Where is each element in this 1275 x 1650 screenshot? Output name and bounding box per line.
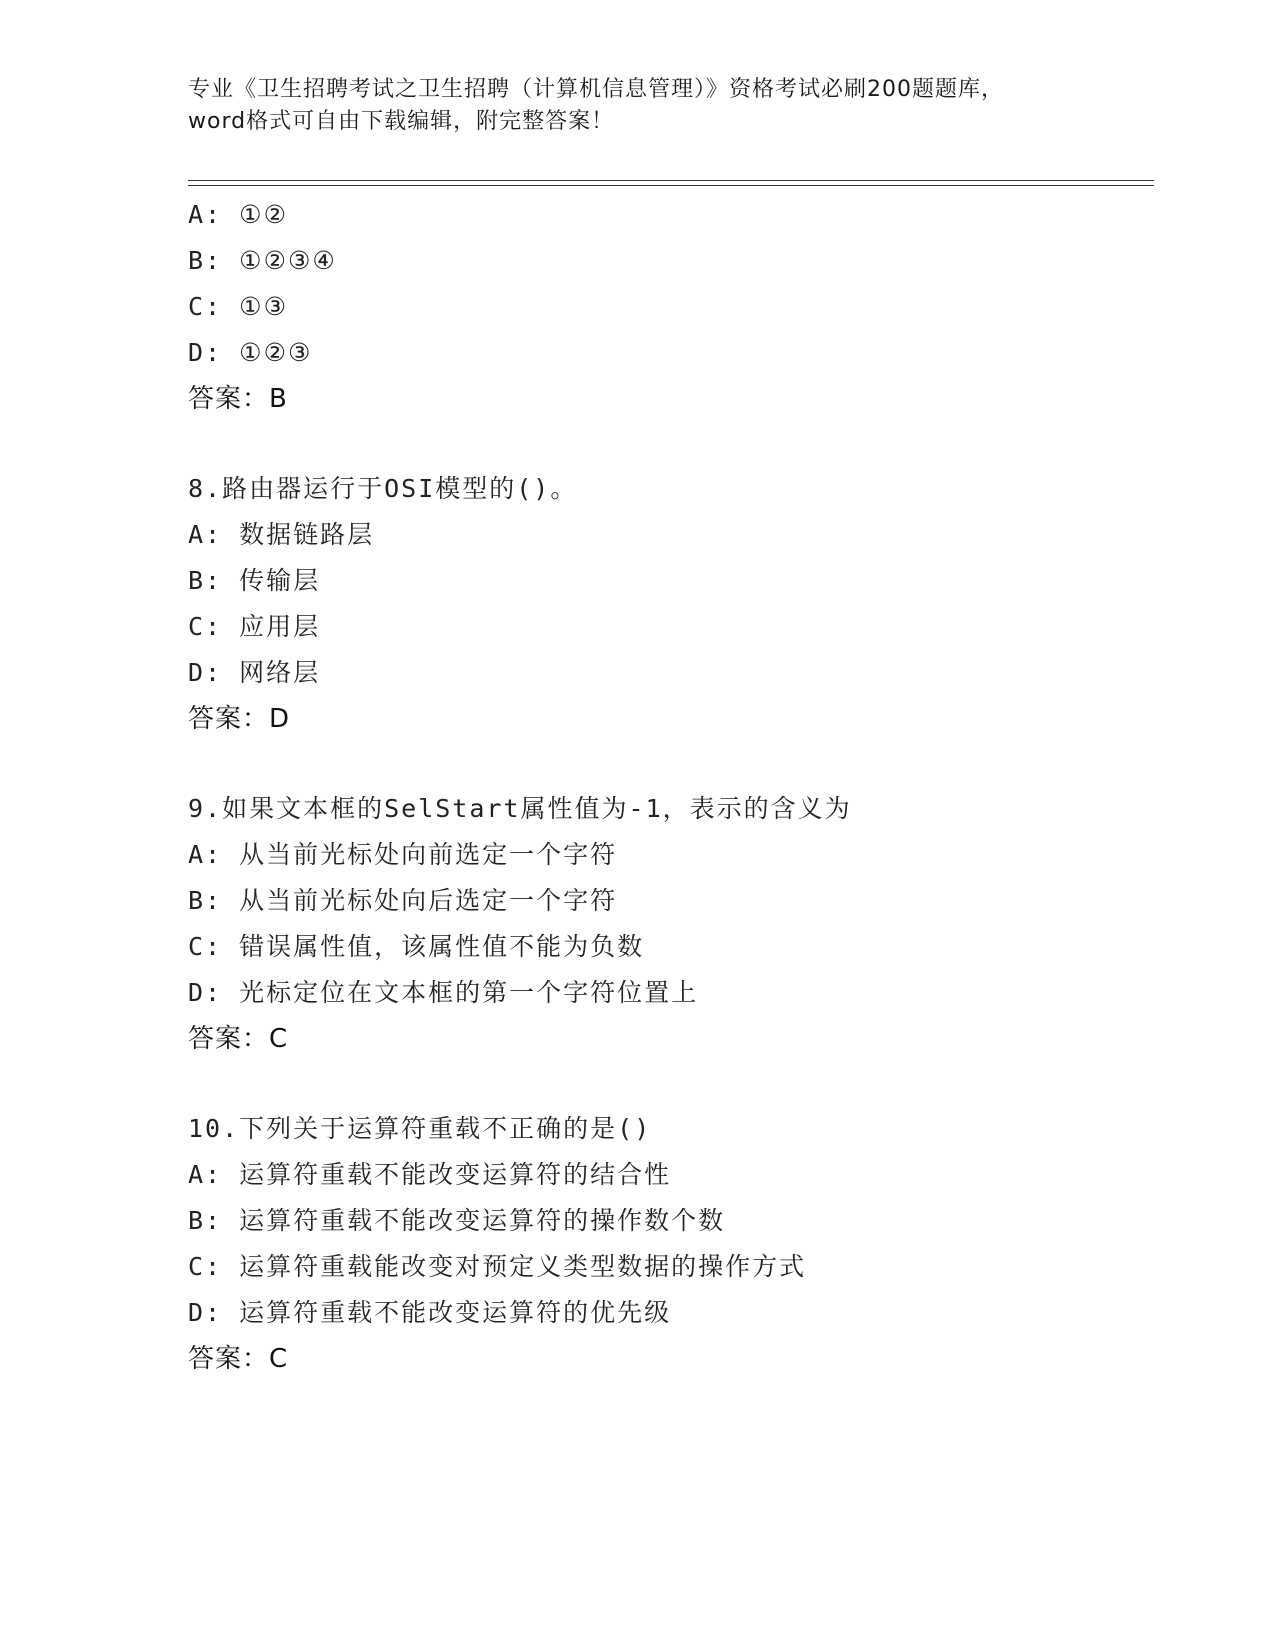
- option-text: ①②③④: [239, 246, 337, 275]
- option-b: [188, 558, 1148, 604]
- option-text: 错误属性值，该属性值不能为负数: [239, 932, 645, 961]
- option-label: C:: [188, 612, 223, 641]
- option-label: C:: [188, 1252, 223, 1281]
- option-text: 运算符重载能改变对预定义类型数据的操作方式: [239, 1252, 807, 1281]
- question-block-9: [188, 786, 1148, 1062]
- option-d: [188, 650, 1148, 696]
- option-label: B:: [188, 886, 223, 915]
- option-d: [188, 970, 1148, 1016]
- header-line-2: word格式可自由下载编辑，附完整答案！: [188, 109, 615, 134]
- option-label: A:: [188, 520, 223, 549]
- option-text: 传输层: [239, 566, 321, 595]
- option-a: [188, 512, 1148, 558]
- answer-line: 答案：C: [188, 1024, 289, 1054]
- option-label: B:: [188, 566, 223, 595]
- option-label: C:: [188, 932, 223, 961]
- question-text: 10.下列关于运算符重载不正确的是(): [188, 1114, 652, 1143]
- option-text: 光标定位在文本框的第一个字符位置上: [239, 978, 699, 1007]
- option-a: [188, 832, 1148, 878]
- question-block-8: [188, 466, 1148, 742]
- question-text: 8.路由器运行于OSI模型的()。: [188, 474, 578, 503]
- option-text: ①③: [239, 292, 288, 321]
- header-divider-top: [188, 180, 1154, 181]
- spacer: [188, 422, 1148, 466]
- spacer: [188, 1062, 1148, 1106]
- header-divider-bottom: [188, 185, 1154, 186]
- option-label: D:: [188, 338, 223, 367]
- question-block-10: [188, 1106, 1148, 1382]
- option-label: B:: [188, 246, 223, 275]
- option-text: 应用层: [239, 612, 321, 641]
- option-text: 运算符重载不能改变运算符的优先级: [239, 1298, 672, 1327]
- question-block-7: [188, 192, 1148, 422]
- option-b: [188, 238, 1148, 284]
- option-label: A:: [188, 840, 223, 869]
- header-line-1: 专业《卫生招聘考试之卫生招聘（计算机信息管理）》资格考试必刷200题题库，: [188, 77, 1004, 102]
- answer-line: 答案：D: [188, 704, 291, 734]
- answer-line: 答案：C: [188, 1344, 289, 1374]
- option-text: 运算符重载不能改变运算符的结合性: [239, 1160, 672, 1189]
- document-header: [188, 74, 1088, 138]
- option-b: [188, 878, 1148, 924]
- option-d: [188, 1290, 1148, 1336]
- option-c: [188, 924, 1148, 970]
- option-text: 数据链路层: [239, 520, 375, 549]
- option-d: [188, 330, 1148, 376]
- option-text: 运算符重载不能改变运算符的操作数个数: [239, 1206, 726, 1235]
- option-text: 从当前光标处向前选定一个字符: [239, 840, 618, 869]
- option-text: 从当前光标处向后选定一个字符: [239, 886, 618, 915]
- option-text: ①②③: [239, 338, 313, 367]
- option-label: D:: [188, 658, 223, 687]
- option-label: A:: [188, 200, 223, 229]
- spacer: [188, 742, 1148, 786]
- option-a: [188, 1152, 1148, 1198]
- option-c: [188, 1244, 1148, 1290]
- option-c: [188, 284, 1148, 330]
- question-text: 9.如果文本框的SelStart属性值为-1，表示的含义为: [188, 794, 852, 823]
- option-a: [188, 192, 1148, 238]
- option-label: C:: [188, 292, 223, 321]
- answer-line: 答案：B: [188, 384, 288, 414]
- question-list: [188, 192, 1148, 1382]
- option-label: A:: [188, 1160, 223, 1189]
- option-c: [188, 604, 1148, 650]
- option-label: D:: [188, 1298, 223, 1327]
- option-text: 网络层: [239, 658, 321, 687]
- option-label: B:: [188, 1206, 223, 1235]
- option-text: ①②: [239, 200, 288, 229]
- option-label: D:: [188, 978, 223, 1007]
- option-b: [188, 1198, 1148, 1244]
